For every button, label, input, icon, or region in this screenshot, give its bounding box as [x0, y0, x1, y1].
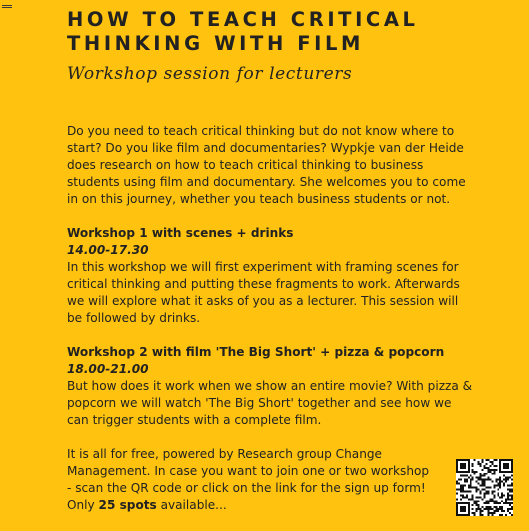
title-line-1: HOW TO TEACH CRITICAL — [67, 8, 419, 31]
corner-lines-icon — [2, 5, 12, 10]
workshop2-heading: Workshop 2 with film 'The Big Short' + pizza & popcorn — [67, 345, 445, 359]
closing-last-line — [67, 497, 482, 514]
workshop2-time: 18.00-21.00 — [67, 362, 149, 376]
workshop2-line: But how does it work when we show an entire movie? With pizza & — [67, 379, 473, 393]
intro-line: start? Do you like film and documentaries? Wypkje van der Heide — [67, 141, 464, 155]
closing-suffix: available... — [156, 498, 227, 512]
workshop1-time: 14.00-17.30 — [67, 243, 149, 257]
workshop1-heading: Workshop 1 with scenes + drinks — [67, 226, 294, 240]
workshop1-line: we will explore what it asks of you as a lecturer. This session will — [67, 294, 459, 308]
intro-line: students using film and documentary. She welcomes you to come — [67, 175, 466, 189]
intro-line: does research on how to teach critical thinking to business — [67, 158, 424, 172]
closing-prefix: Only — [67, 498, 99, 512]
intro-paragraph — [67, 123, 482, 208]
workshop2-section — [67, 344, 482, 429]
intro-line: Do you need to teach critical thinking but do not know where to — [67, 124, 455, 138]
workshop1-line: In this workshop we will first experiment with framing scenes for — [67, 260, 459, 274]
closing-line: It is all for free, powered by Research group Change — [67, 447, 382, 461]
closing-line: - scan the QR code or click on the link for the sign up form! — [67, 481, 426, 495]
workshop1-section — [67, 225, 482, 327]
closing-section — [67, 446, 482, 514]
page-title — [67, 8, 419, 56]
workshop1-line: critical thinking and putting these fragments to work. Afterwards — [67, 277, 460, 291]
closing-line: Management. In case you want to join one or two workshop — [67, 464, 430, 478]
spots-count: 25 spots — [98, 498, 157, 512]
title-line-2: THINKING WITH FILM — [67, 32, 365, 55]
workshop2-line: popcorn we will watch 'The Big Short' together and see how we — [67, 396, 452, 410]
workshop1-line: be followed by drinks. — [67, 311, 201, 325]
page-subtitle: Workshop session for lecturers — [67, 64, 353, 84]
body-text — [67, 123, 482, 531]
workshop2-line: can trigger students with a complete film. — [67, 413, 322, 427]
intro-line: in on this journey, whether you teach business students or not. — [67, 192, 451, 206]
qr-code-icon[interactable] — [456, 459, 513, 516]
